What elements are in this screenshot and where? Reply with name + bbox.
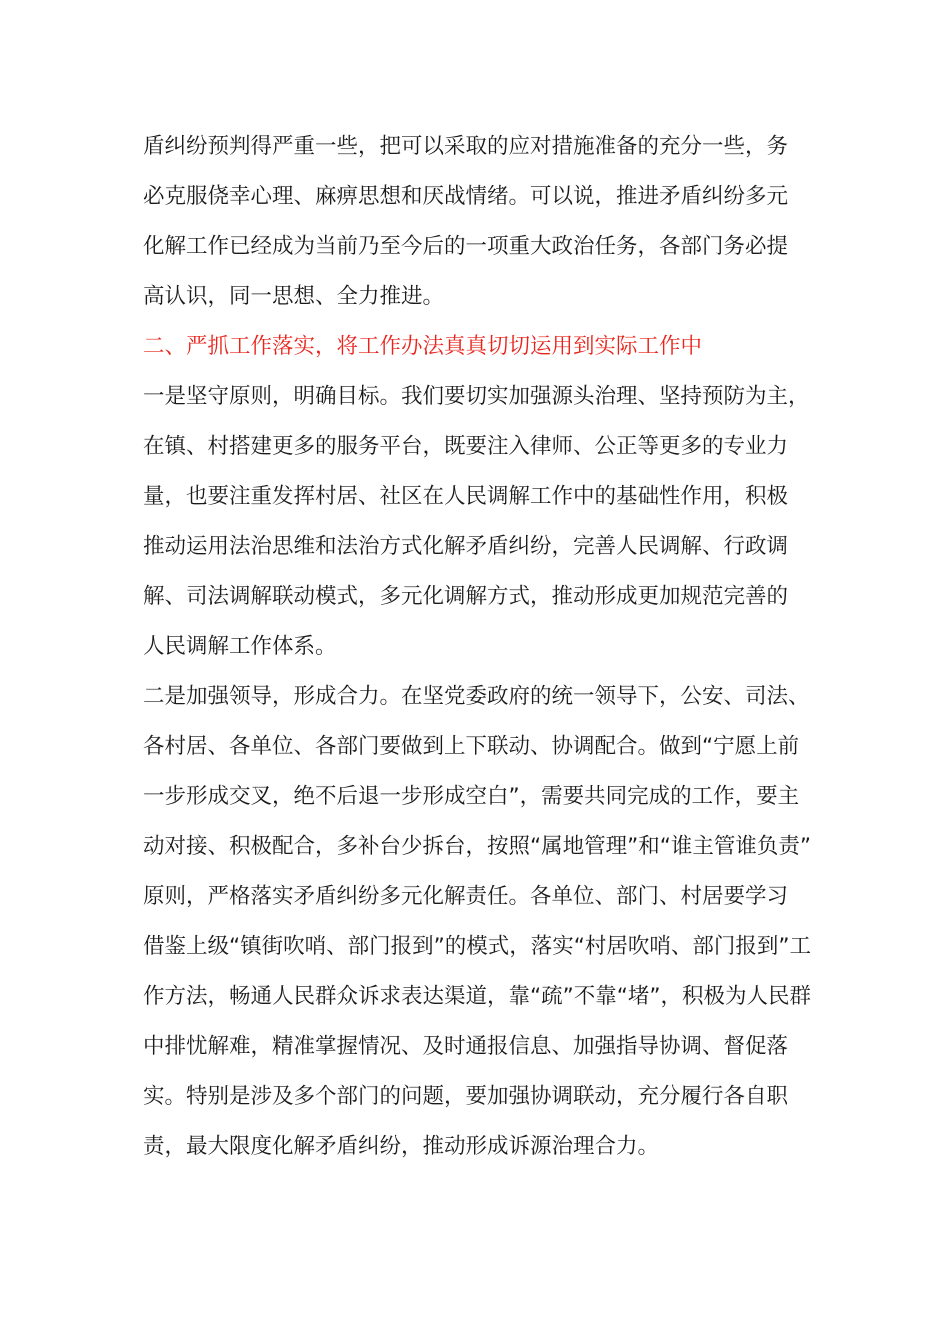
text-line: 高认识，同一思想、全力推进。 [143,284,445,309]
text-line: 量，也要注重发挥村居、社区在人民调解工作中的基础性作用，积极 [143,484,789,509]
text-line: 一是坚守原则，明确目标。我们要切实加强源头治理、坚持预防为主， [143,384,810,409]
text-line: 解、司法调解联动模式，多元化调解方式，推动形成更加规范完善的 [143,584,789,609]
text-line: 在镇、村搭建更多的服务平台，既要注入律师、公正等更多的专业力 [143,434,789,459]
paragraph-3 [143,672,812,1172]
text-line: 人民调解工作体系。 [143,634,337,659]
paragraph-1 [143,122,803,322]
text-line: 责，最大限度化解矛盾纠纷，推动形成诉源治理合力。 [143,1134,660,1159]
document-page [143,122,812,1172]
text-line: 推动运用法治思维和法治方式化解矛盾纠纷，完善人民调解、行政调 [143,534,789,559]
text-line: 各村居、各单位、各部门要做到上下联动、协调配合。做到“宁愿上前 [143,734,800,759]
paragraph-2 [143,372,810,672]
text-line: 原则，严格落实矛盾纠纷多元化解责任。各单位、部门、村居要学习 [143,884,789,909]
section-heading: 二、严抓工作落实，将工作办法真真切切运用到实际工作中 [143,334,703,359]
text-line: 作方法，畅通人民群众诉求表达渠道，靠“疏”不靠“堵”，积极为人民群 [143,984,812,1009]
text-line: 化解工作已经成为当前乃至今后的一项重大政治任务，各部门务必提 [143,234,789,259]
text-line: 一步形成交叉，绝不后退一步形成空白”，需要共同完成的工作，要主 [143,784,800,809]
text-line: 实。特别是涉及多个部门的问题，要加强协调联动，充分履行各自职 [143,1084,789,1109]
text-line: 必克服侥幸心理、麻痹思想和厌战情绪。可以说，推进矛盾纠纷多元 [143,184,789,209]
text-line: 二是加强领导，形成合力。在坚党委政府的统一领导下，公安、司法、 [143,684,810,709]
text-line: 动对接、积极配合，多补台少拆台，按照“属地管理”和“谁主管谁负责” [143,834,812,859]
text-line: 中排忧解难，精准掌握情况、及时通报信息、加强指导协调、督促落 [143,1034,789,1059]
text-line: 借鉴上级“镇街吹哨、部门报到”的模式，落实“村居吹哨、部门报到”工 [143,934,812,959]
text-line: 盾纠纷预判得严重一些，把可以采取的应对措施准备的充分一些，务 [143,134,789,159]
